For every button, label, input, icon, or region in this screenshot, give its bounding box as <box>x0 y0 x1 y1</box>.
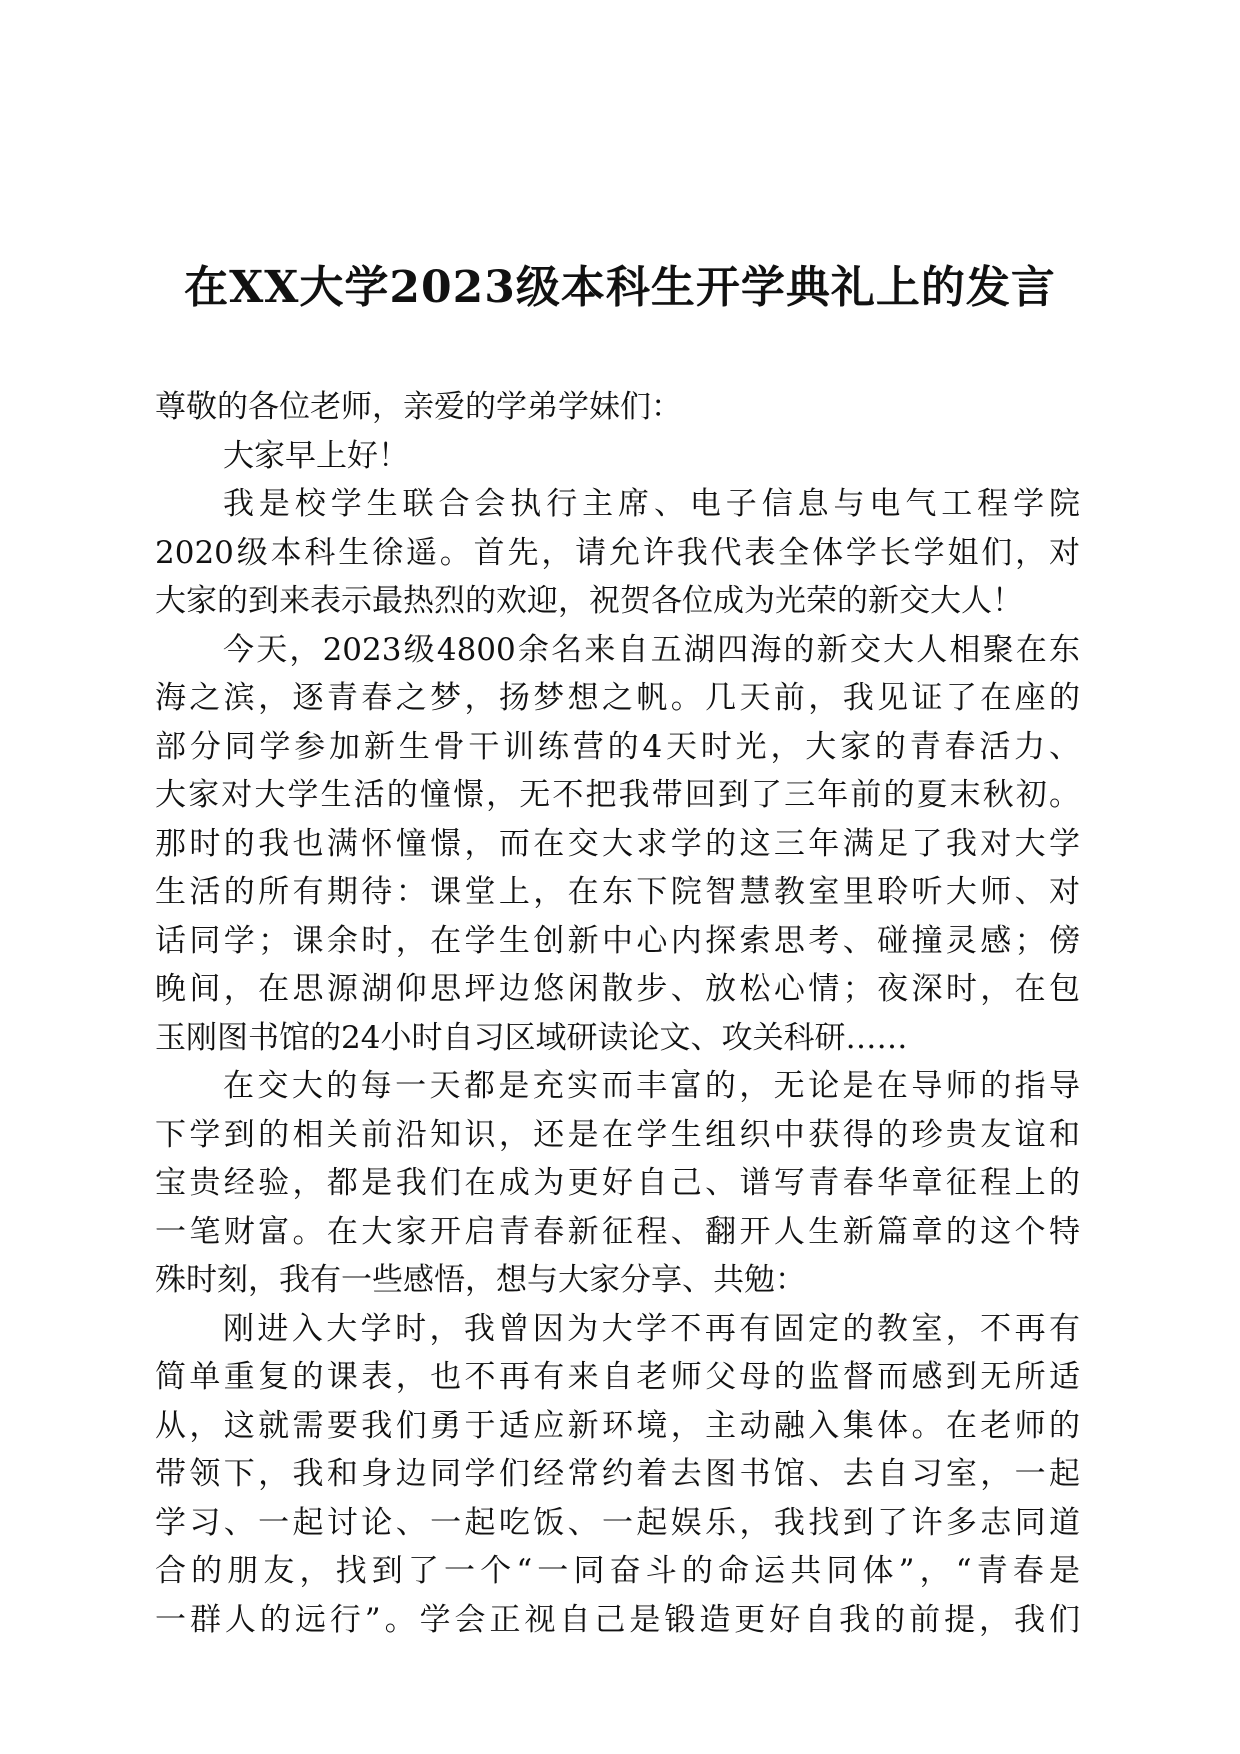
text-line: 一笔财富。在大家开启青春新征程、翻开人生新篇章的这个特 <box>155 1213 1080 1250</box>
text-line: 大家早上好！ <box>223 437 409 474</box>
text-line: 一群人的远行”。学会正视自己是锻造更好自我的前提，我们 <box>155 1601 1080 1638</box>
text-line: 合的朋友，找到了一个“一同奋斗的命运共同体”，“青春是 <box>155 1553 1080 1589</box>
text-line: 大家的到来表示最热烈的欢迎，祝贺各位成为光荣的新交大人！ <box>155 583 1023 619</box>
text-line: 在交大的每一天都是充实而丰富的，无论是在导师的指导 <box>223 1068 1080 1104</box>
text-line: 带领下，我和身边同学们经常约着去图书馆、去自习室，一起 <box>155 1456 1080 1492</box>
text-line: 从，这就需要我们勇于适应新环境，主动融入集体。在老师的 <box>155 1407 1080 1444</box>
text-line: 那时的我也满怀憧憬，而在交大求学的这三年满足了我对大学 <box>155 825 1080 862</box>
text-line: 部分同学参加新生骨干训练营的4天时光，大家的青春活力、 <box>155 728 1080 765</box>
text-line: 海之滨，逐青春之梦，扬梦想之帆。几天前，我见证了在座的 <box>155 680 1080 716</box>
text-line: 宝贵经验，都是我们在成为更好自己、谱写青春华章征程上的 <box>155 1165 1080 1201</box>
text-line: 大家对大学生活的憧憬，无不把我带回到了三年前的夏末秋初。 <box>155 777 1080 813</box>
text-line: 我是校学生联合会执行主席、电子信息与电气工程学院 <box>223 486 1080 522</box>
text-line: 今天，2023级4800余名来自五湖四海的新交大人相聚在东 <box>223 631 1080 668</box>
text-line: 简单重复的课表，也不再有来自老师父母的监督而感到无所适 <box>155 1359 1080 1395</box>
text-line: 话同学；课余时，在学生创新中心内探索思考、碰撞灵感；傍 <box>155 922 1080 959</box>
text-line: 生活的所有期待：课堂上，在东下院智慧教室里聆听大师、对 <box>155 874 1080 910</box>
document-body <box>155 383 1080 1644</box>
text-line: 尊敬的各位老师，亲爱的学弟学妹们： <box>155 389 682 425</box>
text-line: 学习、一起讨论、一起吃饭、一起娱乐，我找到了许多志同道 <box>155 1504 1080 1541</box>
text-line: 刚进入大学时，我曾因为大学不再有固定的教室，不再有 <box>223 1310 1080 1347</box>
text-line: 玉刚图书馆的24小时自习区域研读论文、攻关科研…… <box>155 1019 908 1056</box>
text-line: 下学到的相关前沿知识，还是在学生组织中获得的珍贵友谊和 <box>155 1116 1080 1153</box>
text-line: 2020级本科生徐遥。首先，请允许我代表全体学长学姐们，对 <box>155 534 1080 571</box>
document-title: 在XX大学2023级本科生开学典礼上的发言 <box>184 262 1056 313</box>
text-line: 殊时刻，我有一些感悟，想与大家分享、共勉： <box>155 1262 806 1298</box>
text-line: 晚间，在思源湖仰思坪边悠闲散步、放松心情；夜深时，在包 <box>155 971 1080 1007</box>
